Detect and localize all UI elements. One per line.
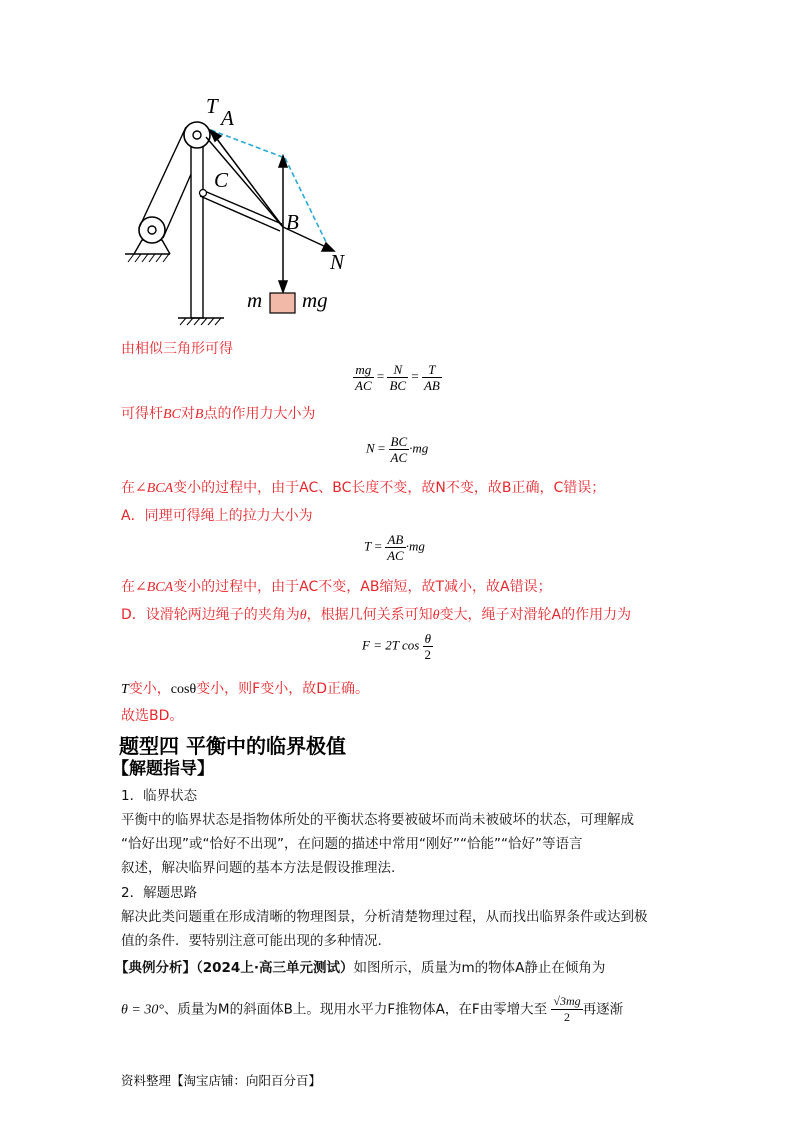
line5-pre: 在 [121,579,135,595]
label-T: T [206,94,218,118]
example-line-1 [115,958,605,978]
example-text-1: 如图所示，质量为m的物体A静止在倾角为 [353,960,606,976]
label-C: C [214,168,229,192]
section-title: 题型四 平衡中的临界极值 [119,734,346,758]
p1-line-2: “恰好出现”或“恰好不出现”，在问题的描述中常用“刚好”“恰能”“恰好”等语言 [121,836,583,852]
label-B: B [286,210,299,234]
example-frac-num: √3mg [553,994,581,1008]
line7-t: T [121,682,129,697]
eq4-den: 2 [424,647,432,662]
eq3-den: AC [387,548,404,563]
example-source: （2024上·高三单元测试） [196,960,354,976]
line2-bc: BC [163,407,181,422]
line6-pre: D．设滑轮两边绳子的夹角为 [121,607,300,623]
solution-line-5 [121,577,552,598]
solution-line-4: A．同理可得绳上的拉力大小为 [121,508,313,524]
example-tag: 【典例分析】 [115,960,196,976]
eq4-num: θ [423,631,434,647]
line3-pre: 在 [121,480,135,496]
label-N: N [330,250,345,274]
line7-b: 变小，则F变小，故D正确。 [196,681,370,697]
eq2-num: BC [390,434,408,449]
line6-post: 变大，绳子对滑轮A的作用力为 [439,607,632,623]
line3-post: 变小的过程中，由于AC、BC长度不变，故N不变，故B正确，C错误； [173,480,606,496]
eq3-num: AB [385,532,406,548]
line7-cos: cosθ [170,682,197,697]
p1-line-3: 叙述，解决临界问题的基本方法是假设推理法. [121,860,396,876]
eq1-a-num: mg [353,362,374,378]
line2-mid: 对 [180,406,195,422]
line5-post: 变小的过程中，由于AC不变，AB缩短，故T减小，故A错误； [173,579,552,595]
solution-line-6 [121,605,631,626]
solution-line-1: 由相似三角形可得 [121,341,233,357]
label-m: m [247,288,263,312]
eq1-c-num: T [422,362,442,378]
eq1-b-den: BC [389,378,407,393]
line2-b: B [194,407,204,422]
solution-line-2 [121,404,315,425]
solution-line-3 [121,478,605,499]
eq2-den: AC [390,450,408,465]
eq3-lhs: T [364,538,372,554]
equation-T: T = $\frac{AB}{AC}$ ·mg [364,532,425,563]
p2-line-1: 解决此类问题重在形成清晰的物理图景，分析清楚物理过程，从而找出临界条件或达到极 [121,909,648,925]
p1-head: 1．临界状态 [121,788,198,804]
p1-line-1: 平衡中的临界状态是指物体所处的平衡状态将要被破坏而尚未被破坏的状态，可理解成 [121,812,634,828]
line2-pre: 可得杆 [121,406,163,422]
equation-N: N = $\frac{BC}{AC}$ ·mg [366,434,429,465]
line3-angle: ∠BCA [135,481,174,496]
line6-theta2: θ [432,608,440,623]
line6-theta: θ [299,608,307,623]
eq4-lhs: F = 2T cos [362,637,420,653]
p2-line-2: 值的条件．要特别注意可能出现的多种情况. [121,933,382,949]
eq1-b-num: N [387,362,408,378]
eq2-lhs: N [366,440,375,456]
eq1-c-den: AB [423,378,440,393]
example-text-2: 、质量为M的斜面体B上。现用水平力F推物体A，在F由零增大至 [163,1001,548,1018]
line7-a: 变小， [128,681,171,697]
guide-title: 【解题指导】 [112,759,214,779]
footer-text: 资料整理【淘宝店铺：向阳百分百】 [121,1073,322,1088]
example-theta: θ = 30° [121,1002,164,1018]
example-frac-den: 2 [564,1010,571,1024]
example-line-2 [121,994,623,1025]
eq1-a-den: AC [355,378,372,393]
label-A: A [221,106,234,130]
p2-head: 2．解题思路 [121,885,198,901]
equation-similar-triangles: $\frac{mg}{AC}$ = $\frac{N}{BC}$ = $\frac{T}{AB}$ [355,362,440,393]
eq3-rhs: ·mg [405,538,425,554]
equation-F [362,631,433,662]
example-text-2-post: 再逐渐 [582,1001,624,1018]
line2-post: 点的作用力大小为 [203,406,316,422]
line6-mid: ，根据几何关系可知 [306,607,433,623]
label-mg: mg [302,288,328,312]
eq2-rhs: ·mg [409,440,429,456]
solution-line-8: 故选BD。 [121,708,184,724]
solution-line-7 [121,679,369,700]
line5-angle: ∠BCA [135,580,174,595]
